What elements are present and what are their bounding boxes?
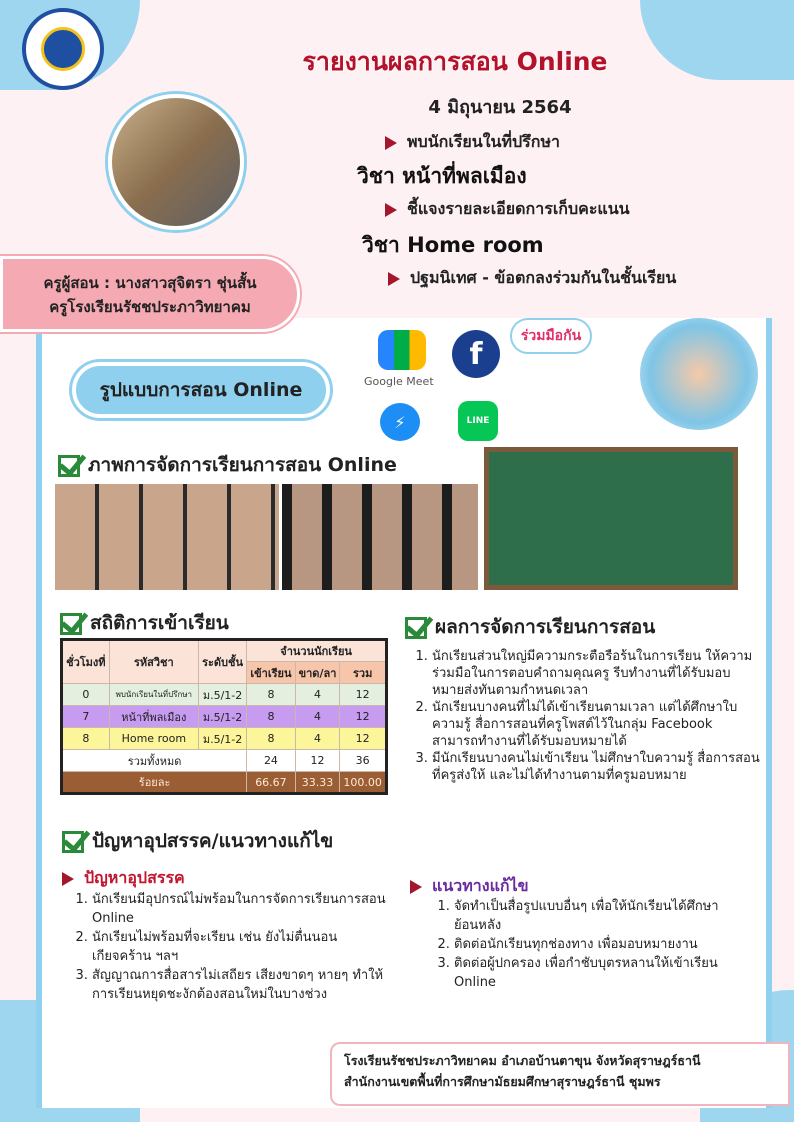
school-logo <box>22 8 104 90</box>
triangle-icon <box>385 203 397 217</box>
subject-heading: วิชา หน้าที่พลเมือง <box>357 164 527 188</box>
table-row: 8 Home room ม.5/1-2 8 4 12 <box>62 728 387 750</box>
table-header: ระดับชั้น <box>198 640 246 684</box>
list-item: 2. นักเรียนบางคนที่ไม่ได้เข้าเรียนตามเวลา แต่ได้ศึกษาใบความรู้ สื่อการสอนที่ครูโพสต์ไว้ในกลุ่ม Facebook สามารถทำงานที่ได้รับมอบหมายได้ <box>432 699 760 750</box>
problems-heading: ปัญหาอุปสรรค <box>62 866 185 891</box>
table-total-row: รวมทั้งหมด 24 12 36 <box>62 750 387 772</box>
section-results: ผลการจัดการเรียนการสอน <box>405 612 655 642</box>
triangle-icon <box>410 880 422 894</box>
teacher-photo <box>108 94 244 230</box>
agenda-item: ปฐมนิเทศ - ข้อตกลงร่วมกันในชั้นเรียน <box>388 266 676 291</box>
facebook-icon: f <box>452 330 500 378</box>
list-item: 3. ติดต่อผู้ปกครอง เพื่อกำชับบุตรหลานให้เข้าเรียน Online <box>454 954 722 992</box>
subject-heading: วิชา Home room <box>362 233 544 257</box>
checkmark-icon <box>62 831 84 853</box>
table-header: เข้าเรียน <box>247 662 295 684</box>
list-item: 2. ติดต่อนักเรียนทุกช่องทาง เพื่อมอบหมายงาน <box>454 935 722 954</box>
footer-school-info: โรงเรียนรัชชประภาวิทยาคม อำเภอบ้านตาขุน จังหวัดสุราษฎร์ธานี สำนักงานเขตพื้นที่การศึกษามัธยมศึกษาสุราษฎร์ธานี ชุมพร <box>330 1042 790 1106</box>
checkmark-icon <box>58 455 80 477</box>
agenda-item: พบนักเรียนในที่ปรึกษา <box>385 130 560 155</box>
chalkboard-image <box>484 447 738 590</box>
table-row: 0 พบนักเรียนในที่ปรึกษา ม.5/1-2 8 4 12 <box>62 684 387 706</box>
list-item: 1. นักเรียนส่วนใหญ่มีความกระตือรือร้นในการเรียน ให้ความร่วมมือในการตอบคำถามคุณครู รีบทำงานที่ได้รับมอบหมายส่งทันตามกำหนดเวลา <box>432 648 760 699</box>
checkmark-icon <box>405 617 427 639</box>
table-percent-row: ร้อยละ 66.67 33.33 100.00 <box>62 772 387 794</box>
table-header: รหัสวิชา <box>109 640 198 684</box>
results-list <box>410 648 760 784</box>
list-item: 3. สัญญาณการสื่อสารไม่เสถียร เสียงขาดๆ หายๆ ทำให้การเรียนหยุดชะงักต้องสอนใหม่ในบางช่วง <box>92 966 400 1004</box>
google-meet-icon <box>378 330 426 370</box>
agenda-item: ชี้แจงรายละเอียดการเก็บคะแนน <box>385 197 630 222</box>
class-screenshot <box>282 484 478 590</box>
list-item: 1. นักเรียนมีอุปกรณ์ไม่พร้อมในการจัดการเรียนการสอน Online <box>92 890 400 928</box>
triangle-icon <box>388 272 400 286</box>
table-row: 7 หน้าที่พลเมือง ม.5/1-2 8 4 12 <box>62 706 387 728</box>
solutions-list <box>432 897 722 992</box>
attendance-table <box>60 638 388 795</box>
list-item: 1. จัดทำเป็นสื่อรูปแบบอื่นๆ เพื่อให้นักเรียนได้ศึกษาย้อนหลัง <box>454 897 722 935</box>
triangle-icon <box>62 872 74 886</box>
teaching-format-label: รูปแบบการสอน Online <box>72 362 330 418</box>
class-screenshot <box>55 484 279 590</box>
table-header: รวม <box>340 662 387 684</box>
checkmark-icon <box>60 613 82 635</box>
table-header: ขาด/ลา <box>295 662 340 684</box>
triangle-icon <box>385 136 397 150</box>
list-item: 3. มีนักเรียนบางคนไม่เข้าเรียน ไม่ศึกษาใบความรู้ สื่อการสอนที่ครูส่งให้ และไม่ได้ทำงานตามที่ครูมอบหมาย <box>432 750 760 784</box>
google-meet-label: Google Meet <box>364 375 434 388</box>
decor-cloud <box>640 0 794 80</box>
cooperation-cloud: ร่วมมือกัน <box>510 318 592 354</box>
table-header: จำนวนนักเรียน <box>247 640 387 662</box>
page-title: รายงานผลการสอน Online <box>302 47 608 76</box>
solutions-heading: แนวทางแก้ไข <box>410 874 529 899</box>
section-photos: ภาพการจัดการเรียนการสอน Online <box>58 450 397 480</box>
family-illustration <box>640 318 758 430</box>
table-header: ชั่วโมงที่ <box>62 640 110 684</box>
section-stats: สถิติการเข้าเรียน <box>60 608 229 638</box>
teacher-box: ครูผู้สอน : นางสาวสุจิตรา ชุ่นสั้น ครูโรงเรียนรัชชประภาวิทยาคม <box>0 256 300 332</box>
list-item: 2. นักเรียนไม่พร้อมที่จะเรียน เช่น ยังไม่ตื่นนอน เกียจคร้าน ฯลฯ <box>92 928 400 966</box>
messenger-icon: ⚡ <box>380 403 420 441</box>
problems-list <box>70 890 400 1004</box>
section-problems: ปัญหาอุปสรรค/แนวทางแก้ไข <box>62 826 333 856</box>
line-icon: LINE <box>458 401 498 441</box>
report-date: 4 มิถุนายน 2564 <box>428 97 572 118</box>
